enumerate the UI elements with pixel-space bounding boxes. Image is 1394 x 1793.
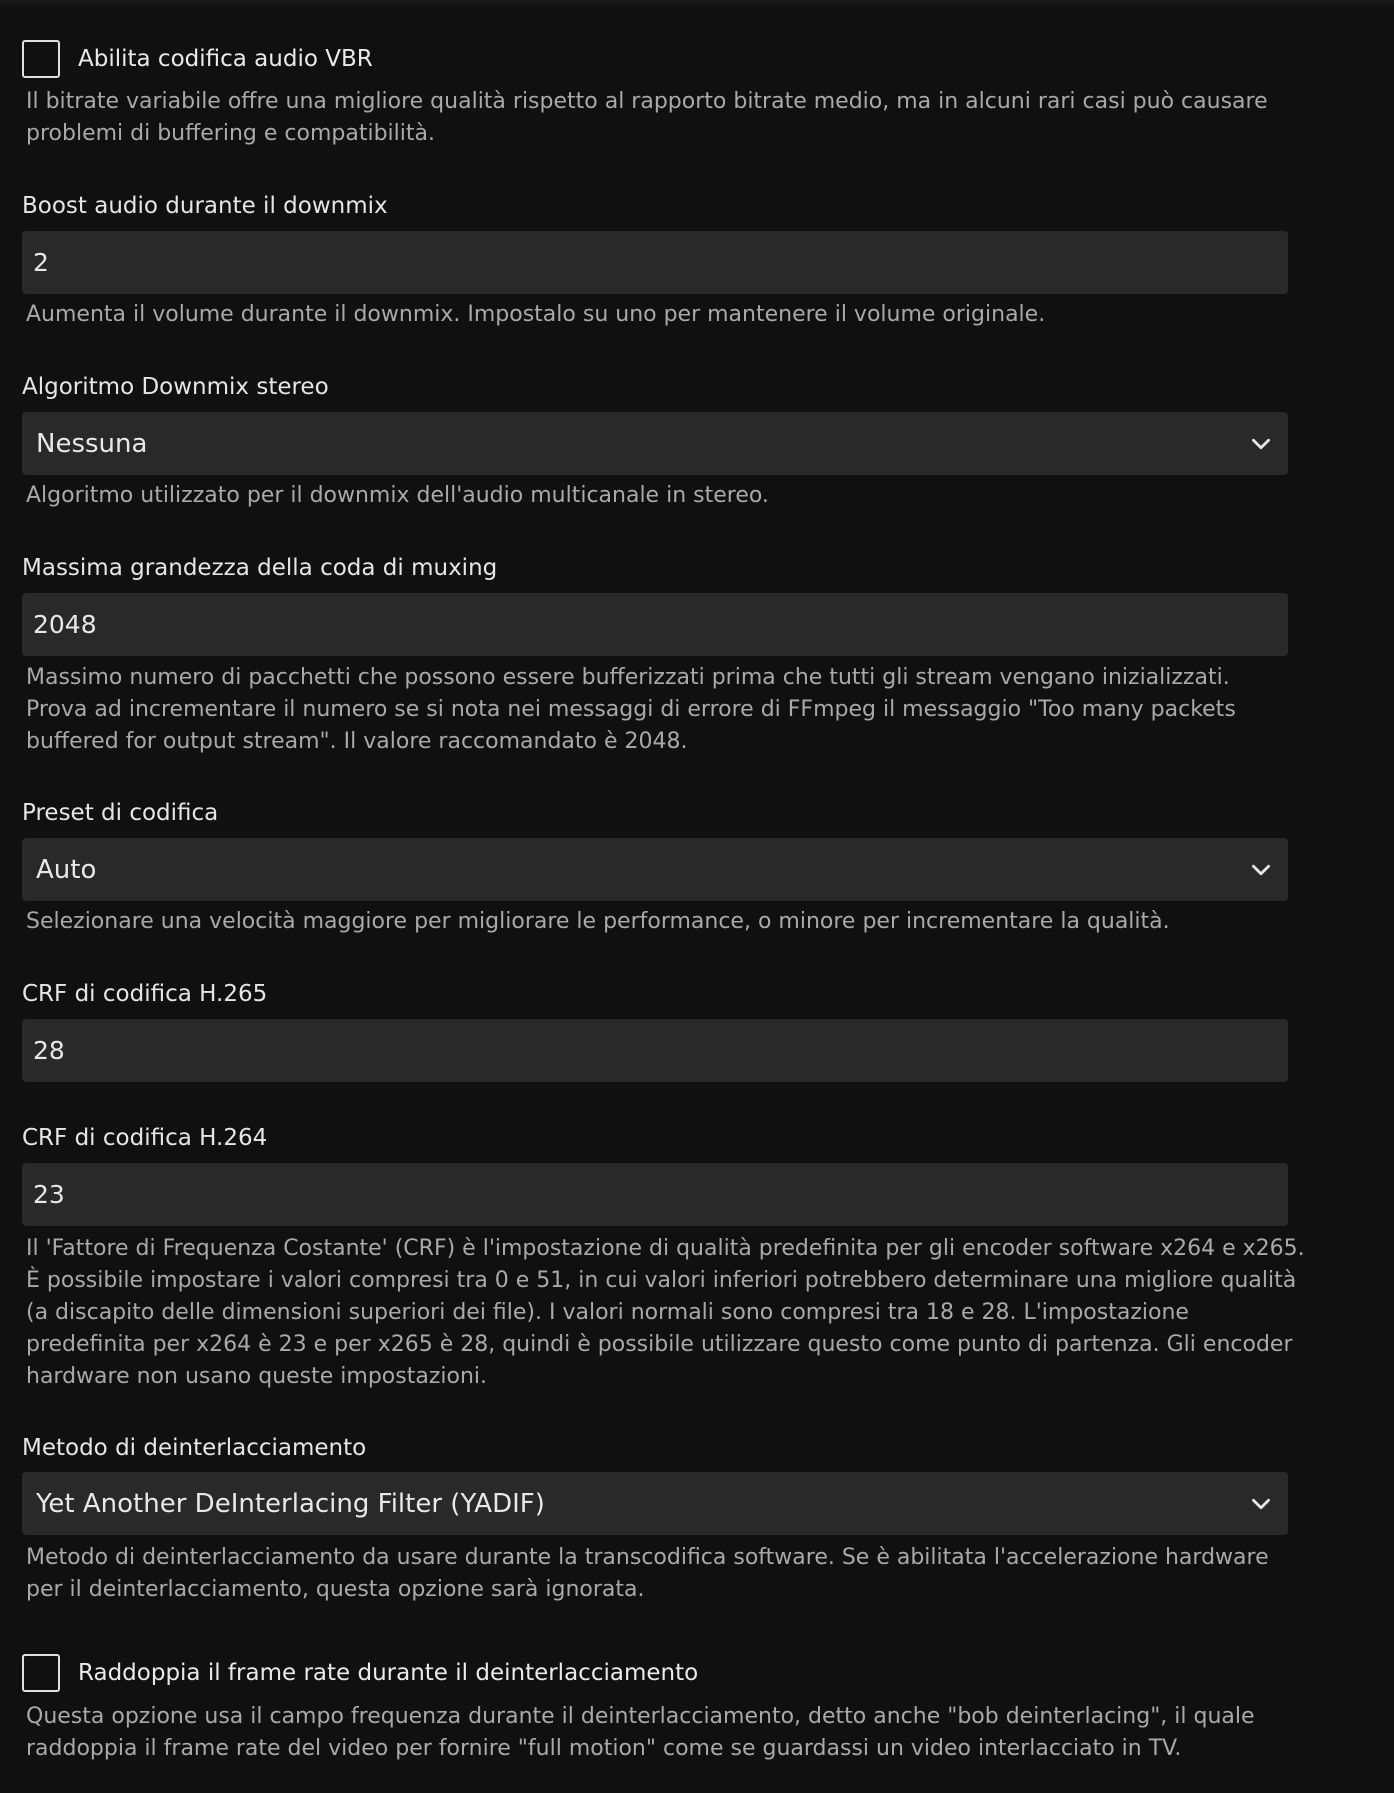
crf-help <box>26 1233 1305 1393</box>
help-line: Massimo numero di pacchetti che possono essere bufferizzati prima che tutti gli stream vengano inizializzati. <box>26 665 1230 690</box>
top-edge <box>0 0 1394 8</box>
vbr-checkbox[interactable] <box>22 40 60 78</box>
help-line: (a discapito delle dimensioni superiori dei file). I valori normali sono compresi tra 18 e 28. L'impostazione <box>26 1300 1189 1325</box>
downmix-algorithm-label: Algoritmo Downmix stereo <box>22 374 329 400</box>
deinterlace-method-selected: Yet Another DeInterlacing Filter (YADIF) <box>36 1488 545 1519</box>
crf-h264-input[interactable] <box>22 1163 1288 1226</box>
crf-h265-value: 28 <box>33 1036 65 1065</box>
downmix-algorithm-help <box>26 480 1296 512</box>
downmix-boost-label: Boost audio durante il downmix <box>22 193 388 219</box>
help-line: buffered for output stream". Il valore raccomandato è 2048. <box>26 729 688 754</box>
double-framerate-help <box>26 1701 1296 1765</box>
vbr-checkbox-row[interactable] <box>22 38 373 80</box>
help-line: hardware non usano queste impostazioni. <box>26 1364 488 1389</box>
downmix-algorithm-select[interactable] <box>22 412 1288 475</box>
deinterlace-method-label: Metodo di deinterlacciamento <box>22 1435 367 1461</box>
downmix-algorithm-selected: Nessuna <box>36 428 148 459</box>
help-line: raddoppia il frame rate del video per fornire "full motion" come se guardassi un video interlacciato in TV. <box>26 1736 1182 1761</box>
chevron-down-icon <box>1248 431 1274 457</box>
help-line: per il deinterlacciamento, questa opzione sarà ignorata. <box>26 1577 645 1602</box>
crf-h264-label: CRF di codifica H.264 <box>22 1125 268 1151</box>
crf-h265-label: CRF di codifica H.265 <box>22 981 268 1007</box>
help-line: Algoritmo utilizzato per il downmix dell'audio multicanale in stereo. <box>26 483 769 508</box>
help-line: Aumenta il volume durante il downmix. Impostalo su uno per mantenere il volume originale. <box>26 302 1046 327</box>
double-framerate-checkbox-label: Raddoppia il frame rate durante il deinterlacciamento <box>78 1660 699 1686</box>
help-line: Il bitrate variabile offre una migliore qualità rispetto al rapporto bitrate medio, ma in alcuni rari casi può causare <box>26 89 1268 114</box>
help-line: Questa opzione usa il campo frequenza durante il deinterlacciamento, detto anche "bob deinterlacing", il quale <box>26 1704 1255 1729</box>
encoding-preset-label: Preset di codifica <box>22 800 219 826</box>
crf-h264-value: 23 <box>33 1180 65 1209</box>
downmix-boost-value: 2 <box>33 248 49 277</box>
chevron-down-icon <box>1248 1491 1274 1517</box>
help-line: Il 'Fattore di Frequenza Costante' (CRF) è l'impostazione di qualità predefinita per gli encoder software x264 e x265. <box>26 1236 1305 1261</box>
muxing-queue-label: Massima grandezza della coda di muxing <box>22 555 498 581</box>
double-framerate-checkbox-row[interactable] <box>22 1652 698 1694</box>
vbr-help <box>26 86 1296 150</box>
muxing-queue-value: 2048 <box>33 610 97 639</box>
deinterlace-method-help <box>26 1542 1296 1606</box>
help-line: È possibile impostare i valori compresi tra 0 e 51, in cui valori inferiori potrebbero determinare una migliore qualità <box>26 1268 1297 1293</box>
encoding-preset-selected: Auto <box>36 854 97 885</box>
help-line: Prova ad incrementare il numero se si nota nei messaggi di errore di FFmpeg il messaggio "Too many packets <box>26 697 1236 722</box>
crf-h265-input[interactable] <box>22 1019 1288 1082</box>
encoding-preset-select[interactable] <box>22 838 1288 901</box>
encoding-preset-help <box>26 906 1296 938</box>
double-framerate-checkbox[interactable] <box>22 1654 60 1692</box>
deinterlace-method-select[interactable] <box>22 1472 1288 1535</box>
downmix-boost-help <box>26 299 1296 331</box>
vbr-checkbox-label: Abilita codifica audio VBR <box>78 46 373 72</box>
muxing-queue-help <box>26 662 1296 758</box>
help-line: Metodo di deinterlacciamento da usare durante la transcodifica software. Se è abilitata l'accelerazione hardware <box>26 1545 1269 1570</box>
downmix-boost-input[interactable] <box>22 231 1288 294</box>
help-line: predefinita per x264 è 23 e per x265 è 28, quindi è possibile utilizzare questo come punto di partenza. Gli encoder <box>26 1332 1293 1357</box>
help-line: Selezionare una velocità maggiore per migliorare le performance, o minore per incrementare la qualità. <box>26 909 1170 934</box>
chevron-down-icon <box>1248 857 1274 883</box>
muxing-queue-input[interactable] <box>22 593 1288 656</box>
help-line: problemi di buffering e compatibilità. <box>26 121 435 146</box>
